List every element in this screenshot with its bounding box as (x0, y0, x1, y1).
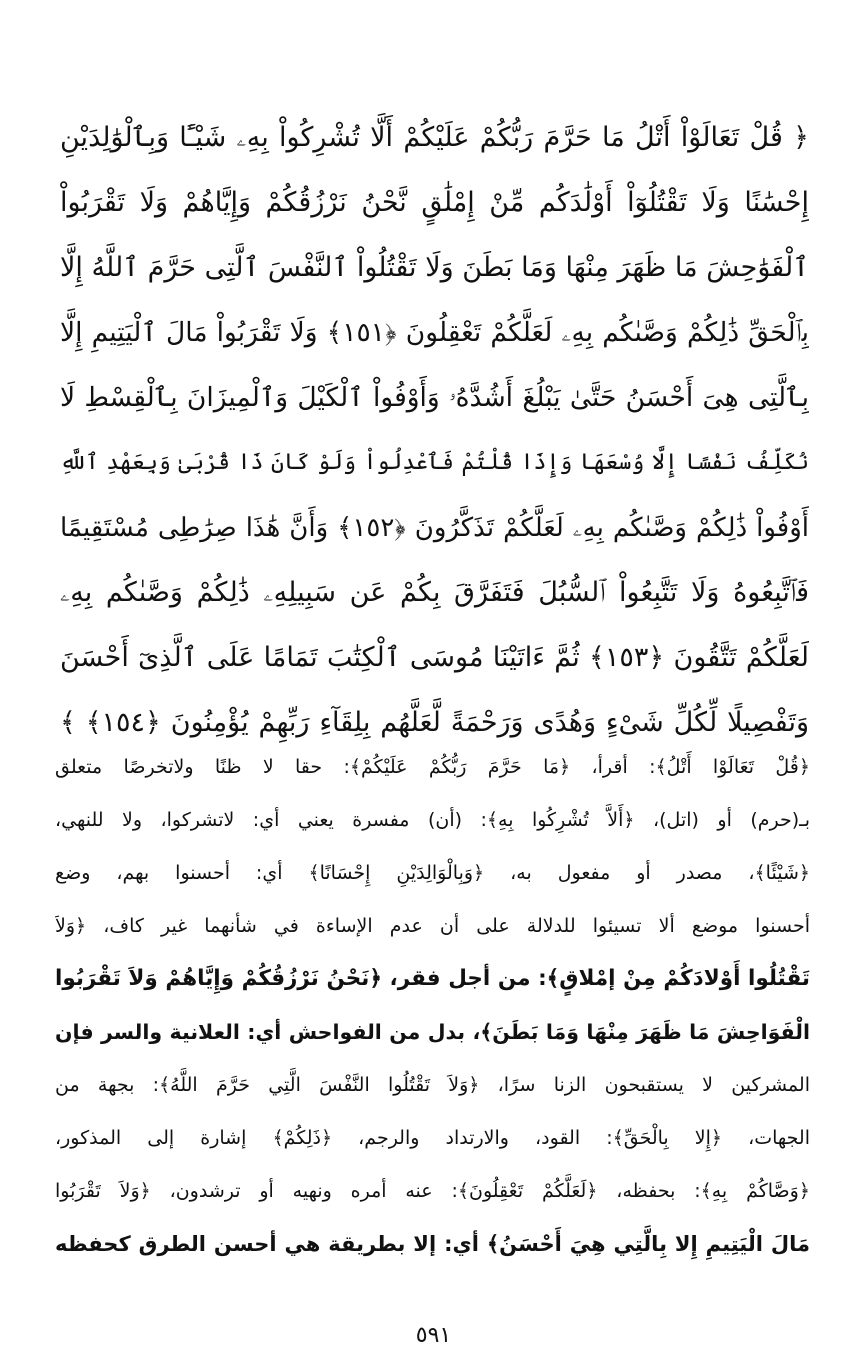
verse-line: لَعَلَّكُمْ تَتَّقُونَ ﴿١٥٣﴾ ثُمَّ ءَاتَيْنَا مُوسَى ٱلْكِتَٰبَ تَمَامًا عَلَى ٱلَّذِىٓ أَحْسَنَ (60, 642, 809, 673)
verse-line: أَوْفُواْ ذَٰلِكُمْ وَصَّىٰكُم بِهِۦ لَعَلَّكُمْ تَذَكَّرُونَ ﴿١٥٢﴾ وَأَنَّ هَٰذَا صِرَٰطِى مُسْتَقِيمًا (60, 513, 809, 543)
tafsir-line: الجهات، ﴿إِلا بِالْحَقِّ﴾: القود، والارتداد والرجم، ﴿ذَلِكُمْ﴾ إشارة إلى المذكور، (55, 1127, 810, 1149)
tafsir-line: أحسنوا موضع ألا تسيئوا للدلالة على أن عدم الإساءة في شأنهما غير كاف، ﴿وَلاَ (55, 915, 810, 937)
verse-line: فَٱتَّبِعُوهُ وَلَا تَتَّبِعُواْ ٱلسُّبُلَ فَتَفَرَّقَ بِكُمْ عَن سَبِيلِهِۦ ذَٰلِكُمْ وَصَّىٰكُم بِهِۦ (60, 577, 809, 608)
tafsir-line: ﴿قُلْ تَعَالَوْا أَتْلُ﴾: أقرأ، ﴿مَا حَرَّمَ رَبُّكُمْ عَلَيْكُمْ﴾: حقا لا ظنًا ولاتخرصًا متعلق (55, 756, 810, 778)
verse-line: نُكَلِّفُ نَفْسًا إِلَّا وُسْعَهَا وَإِذَا قُلْتُمْ فَٱعْدِلُواْ وَلَوْ كَانَ ذَا قُرْبَىٰ وَبِعَهْدِ ٱللَّهِ (60, 450, 809, 475)
tafsir-line: مَالَ الْيَتِيمِ إِلا بِالَّتِي هِيَ أَحْسَنُ﴾ أي: إلا بطريقة هي أحسن الطرق كحفظه (55, 1232, 810, 1256)
verse-line: إِحْسَٰنًا وَلَا تَقْتُلُوٓاْ أَوْلَٰدَكُم مِّنْ إِمْلَٰقٍ نَّحْنُ نَرْزُقُكُمْ وَإِيَّاهُمْ وَلَا تَقْرَبُواْ (60, 187, 809, 218)
tafsir-line: ﴿شَيْئًا﴾، مصدر أو مفعول به، ﴿وَبِالْوَالِدَيْنِ إِحْسَانًا﴾ أي: أحسنوا بهم، وضع (55, 862, 810, 884)
verse-line: وَتَفْصِيلًا لِّكُلِّ شَىْءٍ وَهُدًى وَرَحْمَةً لَّعَلَّهُم بِلِقَآءِ رَبِّهِمْ يُؤْمِنُونَ ﴿١٥٤﴾ ﴾ (60, 707, 809, 738)
tafsir-commentary (55, 742, 810, 1272)
quran-verses (60, 108, 809, 758)
tafsir-line: بـ(حرم) أو (اتل)، ﴿أَلاَّ تُشْرِكُوا بِهِ﴾: (أن) مفسرة يعني أي: لاتشركوا، ولا للنهي، (55, 809, 810, 831)
tafsir-line: المشركين لا يستقبحون الزنا سرًا، ﴿وَلاَ تَقْتُلُوا النَّفْسَ الَّتِي حَرَّمَ اللَّهُ﴾: بجهة من (55, 1074, 810, 1096)
tafsir-line: ﴿وَصَّاكُمْ بِهِ﴾: بحفظه، ﴿لَعَلَّكُمْ تَعْقِلُونَ﴾: عنه أمره ونهيه أو ترشدون، ﴿وَلاَ تَقْرَبُوا (55, 1180, 810, 1202)
tafsir-line: الْفَوَاحِشَ مَا ظَهَرَ مِنْهَا وَمَا بَطَنَ﴾، بدل من الفواحش أي: العلانية والسر فإن (55, 1020, 810, 1044)
verse-line: ﴿ قُلْ تَعَالَوْاْ أَتْلُ مَا حَرَّمَ رَبُّكُمْ عَلَيْكُمْ أَلَّا تُشْرِكُواْ بِهِۦ شَيْـًٔا وَبِٱلْوَٰلِدَيْنِ (60, 122, 809, 153)
page-number: ٥٩١ (415, 1323, 452, 1348)
tafsir-line: تَقْتُلُوا أَوْلادَكُمْ مِنْ إمْلاقٍ﴾: من أجل فقر، ﴿نَحْنُ نَرْزُقُكُمْ وَإِيَّاهُمْ وَلاَ تَقْرَبُوا (55, 966, 810, 991)
verse-line: ٱلْفَوَٰحِشَ مَا ظَهَرَ مِنْهَا وَمَا بَطَنَ وَلَا تَقْتُلُواْ ٱلنَّفْسَ ٱلَّتِى حَرَّمَ ٱللَّهُ إِلَّا (60, 252, 809, 283)
verse-line: بِٱلَّتِى هِىَ أَحْسَنُ حَتَّىٰ يَبْلُغَ أَشُدَّهُۥ وَأَوْفُواْ ٱلْكَيْلَ وَٱلْمِيزَانَ بِٱلْقِسْطِ لَا (60, 382, 809, 413)
verse-line: بِٱلْحَقِّ ذَٰلِكُمْ وَصَّىٰكُم بِهِۦ لَعَلَّكُمْ تَعْقِلُونَ ﴿١٥١﴾ وَلَا تَقْرَبُواْ مَالَ ٱلْيَتِيمِ إِلَّا (60, 317, 809, 348)
